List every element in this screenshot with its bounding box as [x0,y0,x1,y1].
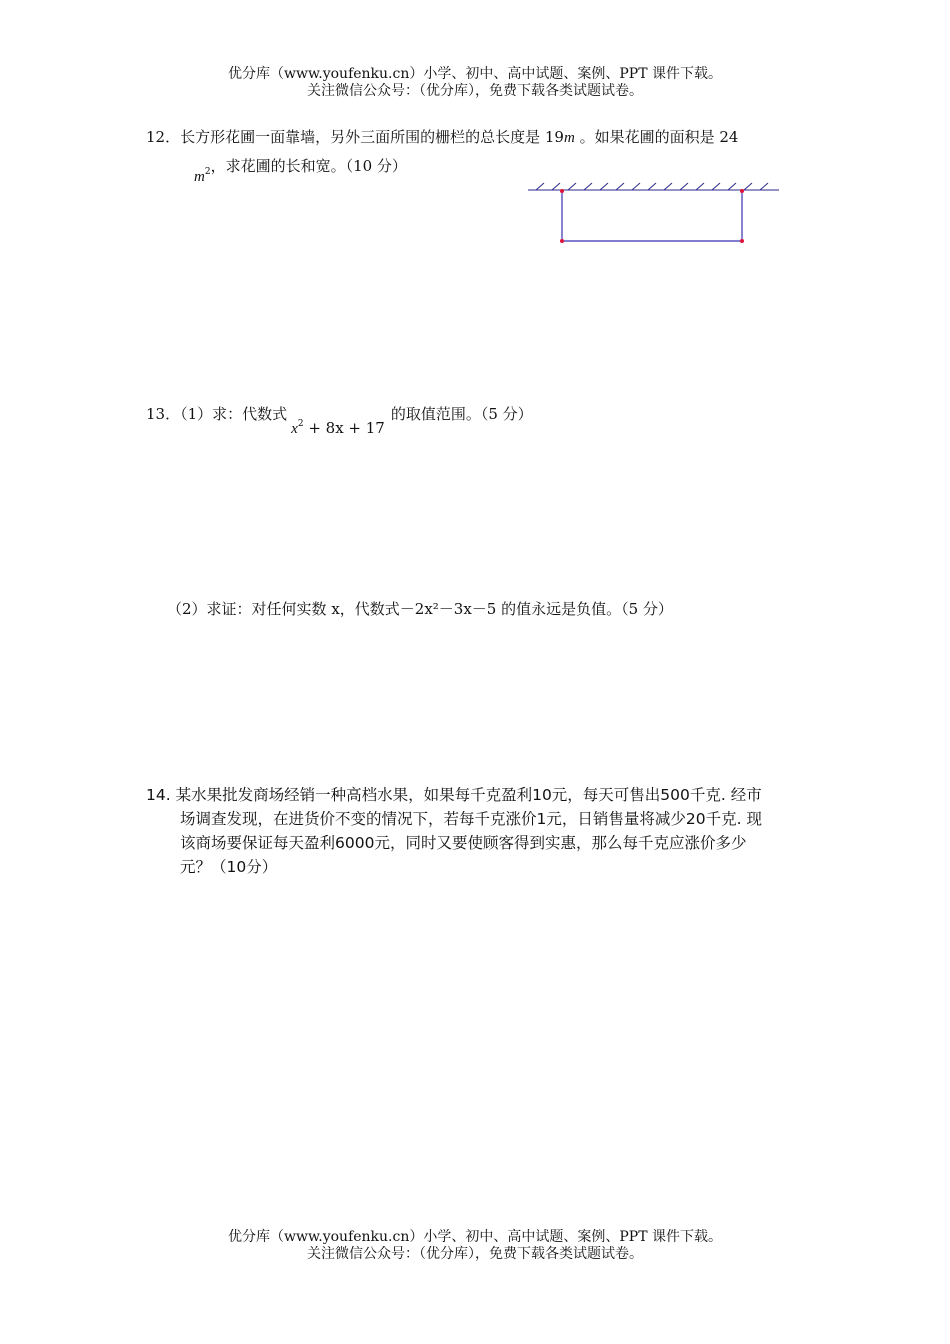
unit-exponent: 2 [204,167,211,177]
page-footer [0,1229,950,1263]
question-14-line-2: 场调查发现，在进货价不变的情况下，若每千克涨价1元，日销售量将减少20千克. 现 [180,810,762,828]
page-header [0,66,950,100]
footer-line-2: 关注微信公众号：（优分库），免费下载各类试题试卷。 [307,1246,643,1262]
question-13-part-1 [146,400,533,437]
unit-m2: m [194,169,205,185]
question-12-line-2 [194,152,407,185]
question-number: 12． [146,128,181,146]
algebraic-expression: $x^2 + 8x + 17$ [291,419,385,437]
question-14 [146,783,762,879]
question-text: 长方形花圃一面靠墙，另外三面所围的栅栏的总长度是 19 [180,128,564,146]
vertex-dot [560,189,564,193]
question-text: 的取值范围。（5 分） [390,405,533,423]
footer-line-1: 优分库（www.youfenku.cn）小学、初中、高中试题、案例、PPT 课件下载。 [227,1229,722,1245]
unit-m: m [563,130,575,146]
fence-rectangle [562,191,742,241]
question-number: 13． [146,405,181,423]
question-13-part-2: （2）求证：对任何实数 x，代数式－2x²－3x－5 的值永远是负值。（5 分） [167,600,673,618]
question-text: ，求花圃的长和宽。（10 分） [210,157,407,175]
question-14-line-4: 元？（10分） [180,858,278,876]
wall-hatching [528,183,779,190]
vertex-dot [740,189,744,193]
question-12-line-1 [146,127,738,148]
question-14-line-1: 14. 某水果批发商场经销一种高档水果，如果每千克盈利10元，每天可售出500千克. 经市 [146,786,762,804]
vertex-dot [740,239,744,243]
question-text: （1）求：代数式 [180,405,288,423]
header-line-2: 关注微信公众号：（优分库），免费下载各类试题试卷。 [307,83,643,99]
header-line-1: 优分库（www.youfenku.cn）小学、初中、高中试题、案例、PPT 课件下载。 [227,66,722,82]
question-text: 。如果花圃的面积是 24 [574,128,739,146]
question-14-line-3: 该商场要保证每天盈利6000元，同时又要使顾客得到实惠，那么每千克应涨价多少 [180,834,747,852]
garden-diagram [520,180,785,250]
vertex-dot [560,239,564,243]
